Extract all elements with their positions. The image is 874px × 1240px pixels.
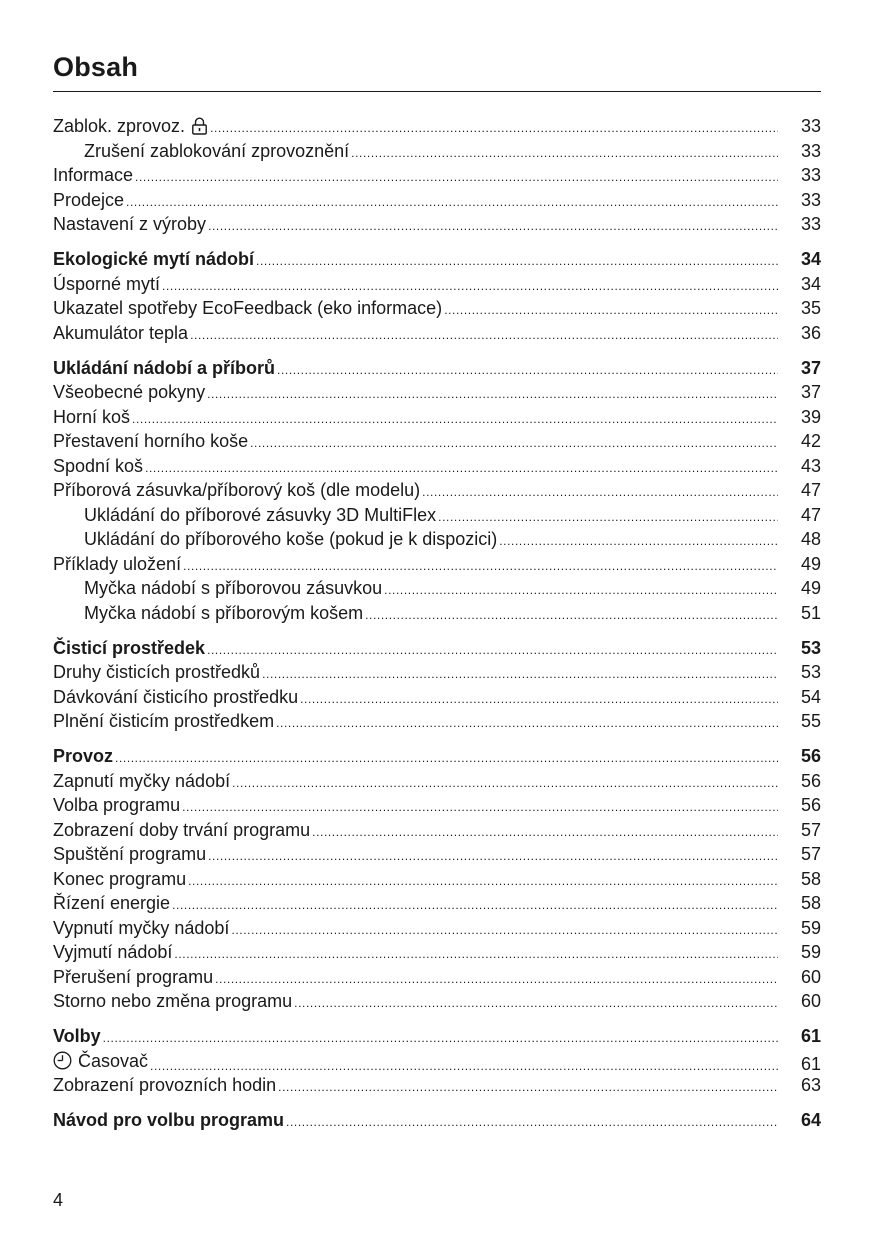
- toc-entry-text: Dávkování čisticího prostředku: [53, 686, 299, 707]
- dot-leader: [135, 165, 778, 190]
- toc-entry-text: Konec programu: [53, 868, 187, 889]
- toc-page-number: 34: [800, 249, 821, 269]
- dot-leader: [183, 554, 778, 579]
- dot-leader: [232, 771, 778, 796]
- page-title: Obsah: [53, 52, 139, 82]
- toc-entry-text: Ukládání do příborového koše (pokud je k dispozici): [84, 529, 498, 549]
- toc-entry-text: Storno nebo změna programu: [53, 991, 293, 1011]
- dot-leader: [207, 382, 778, 407]
- toc-page-number: 33: [800, 214, 821, 234]
- dot-leader: [438, 505, 778, 530]
- footer-page-number: 4: [53, 1190, 64, 1210]
- dot-leader: [188, 869, 778, 894]
- dot-leader: [294, 991, 778, 1016]
- toc-entry[interactable]: [53, 527, 821, 552]
- dot-leader: [210, 116, 778, 141]
- dot-leader: [278, 1075, 778, 1100]
- toc-page-number: 59: [800, 942, 821, 962]
- toc-page-number: 42: [800, 431, 821, 451]
- dot-leader: [256, 249, 778, 274]
- dot-leader: [231, 918, 778, 943]
- toc-entry[interactable]: [53, 685, 821, 710]
- toc-entry[interactable]: [53, 454, 821, 479]
- toc-entry[interactable]: [53, 965, 821, 990]
- toc-entry-text: Volby: [53, 1026, 101, 1046]
- toc-entry-text: Ekologické mytí nádobí: [53, 249, 255, 269]
- toc-entry[interactable]: [53, 380, 821, 405]
- dot-leader: [145, 456, 778, 481]
- toc-page-number: 37: [800, 357, 821, 378]
- toc-entry-text: Nastavení z výroby: [53, 214, 207, 234]
- toc-page-number: 36: [800, 322, 821, 343]
- dot-leader: [103, 1026, 778, 1051]
- toc-entry-label: [53, 114, 208, 139]
- dot-leader: [250, 431, 778, 456]
- title-rule: [53, 91, 821, 92]
- toc-page-number: 58: [800, 868, 821, 889]
- toc-entry[interactable]: [53, 867, 821, 892]
- toc-section-heading[interactable]: [53, 356, 821, 381]
- toc-page-number: 64: [800, 1110, 821, 1130]
- toc-section-heading[interactable]: [53, 247, 821, 272]
- toc-page-number: 48: [800, 529, 821, 549]
- toc-entry-text: Všeobecné pokyny: [53, 382, 206, 402]
- toc-page-number: 57: [800, 819, 821, 840]
- clock-icon: [53, 1051, 72, 1070]
- toc-page-number: 56: [800, 795, 821, 815]
- toc-entry[interactable]: [53, 429, 821, 454]
- toc-entry-text: Prodejce: [53, 189, 125, 210]
- toc-entry[interactable]: [53, 405, 821, 430]
- dot-leader: [286, 1110, 778, 1135]
- toc-entry[interactable]: [53, 552, 821, 577]
- toc-entry[interactable]: [53, 989, 821, 1014]
- toc-entry[interactable]: [53, 503, 821, 528]
- toc-entry-label: [53, 1049, 148, 1074]
- toc-entry[interactable]: [53, 842, 821, 867]
- toc-section-heading[interactable]: [53, 1108, 821, 1133]
- toc-entry-text: Přerušení programu: [53, 966, 214, 987]
- dot-leader: [207, 638, 778, 663]
- toc-page-number: 43: [800, 455, 821, 476]
- toc-section-heading[interactable]: [53, 636, 821, 661]
- dot-leader: [174, 942, 778, 967]
- toc-entry-text: Plnění čisticím prostředkem: [53, 711, 275, 731]
- toc-entry-text: Příborová zásuvka/příborový koš (dle modelu): [53, 480, 421, 500]
- dot-leader: [208, 844, 778, 869]
- toc-entry[interactable]: [53, 709, 821, 734]
- toc-entry-text: Druhy čisticích prostředků: [53, 662, 261, 682]
- toc-page-number: 56: [800, 746, 821, 766]
- toc-entry-text: Ukládání do příborové zásuvky 3D MultiFlex: [84, 504, 437, 525]
- dot-leader: [115, 746, 778, 771]
- toc-section-heading[interactable]: [53, 744, 821, 769]
- toc-entry-text: Příklady uložení: [53, 553, 182, 574]
- toc-page-number: 33: [800, 140, 821, 161]
- toc-page-number: 35: [800, 298, 821, 318]
- toc-page-number: 47: [800, 504, 821, 525]
- table-of-contents: [53, 114, 821, 1133]
- dot-leader: [172, 893, 778, 918]
- dot-leader: [422, 480, 778, 505]
- toc-entry-text: Úsporné mytí: [53, 273, 161, 294]
- toc-entry-text: Vypnutí myčky nádobí: [53, 917, 230, 938]
- toc-page-number: 49: [800, 578, 821, 598]
- toc-page-number: 57: [800, 844, 821, 864]
- toc-entry-text: Horní koš: [53, 406, 131, 427]
- toc-entry[interactable]: [53, 601, 821, 626]
- toc-entry[interactable]: [53, 1049, 821, 1074]
- dot-leader: [444, 298, 778, 323]
- toc-entry-text: Zapnutí myčky nádobí: [53, 770, 231, 791]
- dot-leader: [499, 529, 778, 554]
- toc-entry[interactable]: [53, 321, 821, 346]
- toc-entry-text: Myčka nádobí s příborovou zásuvkou: [84, 578, 383, 598]
- toc-entry-text: Akumulátor tepla: [53, 322, 189, 343]
- toc-entry[interactable]: [53, 660, 821, 685]
- toc-entry-text: Volba programu: [53, 795, 181, 815]
- toc-entry-text: Časovač: [78, 1050, 149, 1071]
- toc-page-number: 33: [800, 165, 821, 185]
- toc-entry-text: Čisticí prostředek: [53, 637, 206, 658]
- toc-entry-text: Zrušení zablokování zprovoznění: [84, 140, 350, 161]
- lock-icon: [191, 117, 208, 135]
- toc-page-number: 34: [800, 273, 821, 294]
- dot-leader: [126, 190, 778, 215]
- toc-entry-text: Návod pro volbu programu: [53, 1110, 285, 1130]
- dot-leader: [276, 711, 778, 736]
- toc-page-number: 47: [800, 480, 821, 500]
- toc-entry[interactable]: [53, 296, 821, 321]
- toc-entry-text: Ukazatel spotřeby EcoFeedback (eko informace): [53, 298, 443, 318]
- toc-page-number: 56: [800, 770, 821, 791]
- toc-page-number: 49: [800, 553, 821, 574]
- dot-leader: [277, 358, 778, 383]
- toc-entry[interactable]: [53, 478, 821, 503]
- toc-page-number: 53: [800, 637, 821, 658]
- toc-entry[interactable]: [53, 163, 821, 188]
- toc-entry-text: Vyjmutí nádobí: [53, 942, 173, 962]
- dot-leader: [208, 214, 778, 239]
- toc-entry-text: Spodní koš: [53, 455, 144, 476]
- toc-page-number: 58: [800, 893, 821, 913]
- toc-entry[interactable]: [53, 769, 821, 794]
- toc-section-heading[interactable]: [53, 1024, 821, 1049]
- toc-page-number: 60: [800, 991, 821, 1011]
- toc-entry[interactable]: [53, 793, 821, 818]
- toc-page-number: 33: [800, 116, 821, 136]
- toc-entry[interactable]: [53, 940, 821, 965]
- toc-entry-text: Provoz: [53, 746, 114, 766]
- toc-entry-text: Zablok. zprovoz.: [53, 116, 186, 136]
- dot-leader: [365, 603, 778, 628]
- toc-entry[interactable]: [53, 916, 821, 941]
- toc-page-number: 59: [800, 917, 821, 938]
- dot-leader: [384, 578, 778, 603]
- toc-entry-text: Informace: [53, 165, 134, 185]
- toc-page-number: 39: [800, 406, 821, 427]
- toc-page-number: 60: [800, 966, 821, 987]
- toc-entry-text: Spuštění programu: [53, 844, 207, 864]
- toc-entry-text: Přestavení horního koše: [53, 431, 249, 451]
- toc-entry-text: Ukládání nádobí a příborů: [53, 357, 276, 378]
- toc-entry[interactable]: [53, 114, 821, 139]
- toc-page-number: 53: [800, 662, 821, 682]
- dot-leader: [351, 141, 778, 166]
- dot-leader: [132, 407, 778, 432]
- toc-page-number: 61: [800, 1054, 821, 1075]
- toc-entry-text: Řízení energie: [53, 893, 171, 913]
- toc-entry[interactable]: [53, 272, 821, 297]
- dot-leader: [190, 323, 778, 348]
- toc-entry[interactable]: [53, 576, 821, 601]
- toc-page-number: 51: [800, 602, 821, 623]
- toc-page-number: 63: [800, 1075, 821, 1095]
- toc-page-number: 55: [800, 711, 821, 731]
- dot-leader: [182, 795, 778, 820]
- dot-leader: [162, 274, 778, 299]
- toc-entry[interactable]: [53, 891, 821, 916]
- toc-page-number: 33: [800, 189, 821, 210]
- toc-entry-text: Zobrazení provozních hodin: [53, 1075, 277, 1095]
- toc-page-number: 54: [800, 686, 821, 707]
- toc-entry[interactable]: [53, 188, 821, 213]
- dot-leader: [312, 820, 778, 845]
- dot-leader: [262, 662, 778, 687]
- toc-entry-text: Zobrazení doby trvání programu: [53, 819, 311, 840]
- dot-leader: [215, 967, 778, 992]
- toc-entry-text: Myčka nádobí s příborovým košem: [84, 602, 364, 623]
- toc-page-number: 61: [800, 1026, 821, 1046]
- toc-page-number: 37: [800, 382, 821, 402]
- dot-leader: [300, 687, 778, 712]
- toc-entry[interactable]: [53, 818, 821, 843]
- toc-entry[interactable]: [53, 1073, 821, 1098]
- toc-entry[interactable]: [53, 212, 821, 237]
- toc-entry[interactable]: [53, 139, 821, 164]
